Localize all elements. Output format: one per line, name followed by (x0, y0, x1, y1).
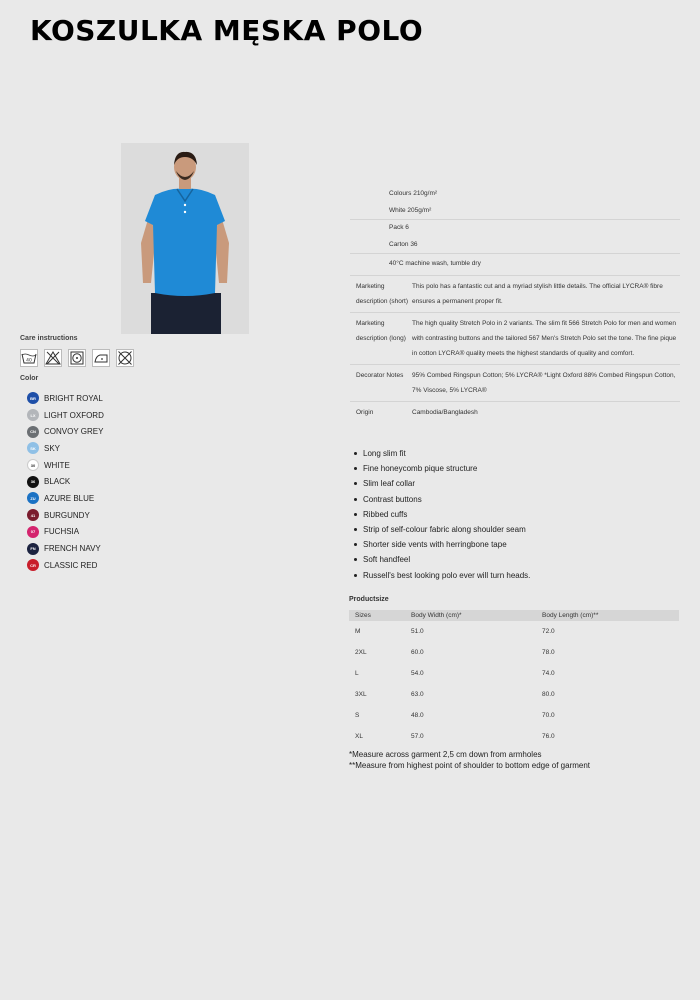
size-cell: L (355, 670, 359, 677)
color-name: AZURE BLUE (44, 493, 95, 503)
spec-row (350, 313, 680, 365)
product-photo (121, 143, 249, 334)
do-not-bleach-icon (44, 349, 62, 367)
color-swatch: SK (27, 442, 39, 454)
color-swatch: 36 (27, 476, 39, 488)
spec-weights (350, 186, 680, 220)
spec-value: Cambodia/Bangladesh (412, 408, 478, 416)
size-cell: 2XL (355, 649, 367, 656)
color-item (27, 457, 104, 474)
spec-care (350, 254, 680, 276)
length-cell: 80.0 (542, 691, 555, 698)
spec-key: Marketing description (long) (356, 319, 406, 342)
svg-text:40: 40 (26, 358, 32, 364)
color-swatch: LX (27, 409, 39, 421)
color-swatch: CR (27, 559, 39, 571)
color-name: WHITE (44, 460, 70, 470)
color-label: Color (20, 375, 39, 382)
spec-row (350, 402, 680, 423)
feature-item: Ribbed cuffs (352, 507, 530, 522)
iron-icon (92, 349, 110, 367)
length-cell: 74.0 (542, 670, 555, 677)
length-cell: 76.0 (542, 733, 555, 740)
color-name: BRIGHT ROYAL (44, 393, 103, 403)
length-cell: 78.0 (542, 649, 555, 656)
feature-list (352, 446, 530, 583)
table-row (349, 705, 679, 726)
care-icons-row (20, 349, 134, 367)
length-cell: 72.0 (542, 628, 555, 635)
color-item (27, 540, 104, 557)
table-row (349, 663, 679, 684)
spec-pack: Pack 6 (389, 224, 409, 231)
table-row (349, 642, 679, 663)
footnote-length: **Measure from highest point of shoulder to bottom edge of garment (349, 761, 591, 770)
width-cell: 54.0 (411, 670, 424, 677)
color-item (27, 473, 104, 490)
color-name: CONVOY GREY (44, 427, 104, 437)
color-list (27, 390, 104, 574)
size-cell: XL (355, 733, 363, 740)
table-row (349, 726, 679, 747)
table-row (349, 621, 679, 642)
color-item (27, 407, 104, 424)
width-cell: 51.0 (411, 628, 424, 635)
spec-care-text: 40°C machine wash, tumble dry (389, 260, 481, 267)
spec-value: The high quality Stretch Polo in 2 variants. The slim fit 566 Stretch Polo for men and women with contrasting buttons and the tailored 567 Men's Stretch Polo set the tone. The fine pique in cotton LYCRA® quality meets the highest standards of quality and comfort. (412, 319, 677, 357)
length-cell: 70.0 (542, 712, 555, 719)
feature-item: Slim leaf collar (352, 476, 530, 491)
color-name: CLASSIC RED (44, 560, 98, 570)
color-name: FRENCH NAVY (44, 544, 101, 554)
size-cell: 3XL (355, 691, 367, 698)
wash-40-icon (20, 349, 38, 367)
color-name: SKY (44, 443, 61, 453)
color-item (27, 423, 104, 440)
spec-carton: Carton 36 (389, 240, 418, 248)
color-swatch: CN (27, 426, 39, 438)
color-swatch: FN (27, 543, 39, 555)
width-cell: 60.0 (411, 649, 424, 656)
width-cell: 63.0 (411, 691, 424, 698)
footnote-width: *Measure across garment 2,5 cm down from armholes (349, 750, 542, 759)
feature-item: Contrast buttons (352, 492, 530, 507)
tumble-dry-icon (68, 349, 86, 367)
size-table (349, 610, 679, 747)
color-swatch: 30 (27, 459, 39, 471)
header-body-length: Body Length (cm)** (542, 612, 599, 619)
spec-packaging (350, 220, 680, 254)
color-swatch: ZU (27, 492, 39, 504)
table-row (349, 684, 679, 705)
color-item (27, 557, 104, 574)
color-item (27, 507, 104, 524)
color-name: FUCHSIA (44, 527, 80, 537)
color-name: BLACK (44, 477, 71, 487)
feature-item: Soft handfeel (352, 552, 530, 567)
spec-row (350, 276, 680, 313)
care-instructions-label: Care instructions (20, 335, 78, 342)
spec-value: This polo has a fantastic cut and a myriad stylish little details. The official LYCRA® fibre ensures a permanent proper fit. (412, 282, 663, 305)
spec-weight-white: White 205g/m² (389, 206, 432, 214)
color-swatch: 07 (27, 526, 39, 538)
spec-row (350, 365, 680, 402)
color-item (27, 490, 104, 507)
color-swatch: 41 (27, 509, 39, 521)
feature-item: Strip of self-colour fabric along shoulder seam (352, 522, 530, 537)
color-name: LIGHT OXFORD (44, 410, 104, 420)
color-item (27, 390, 104, 407)
spec-key: Marketing description (short) (356, 282, 409, 305)
color-item (27, 524, 104, 541)
size-cell: S (355, 712, 360, 719)
spec-key: Decorator Notes (356, 371, 404, 379)
color-name: BURGUNDY (44, 510, 90, 520)
color-swatch: BR (27, 392, 39, 404)
size-cell: M (355, 628, 361, 635)
width-cell: 48.0 (411, 712, 424, 719)
feature-item: Russell's best looking polo ever will turn heads. (352, 568, 530, 583)
header-sizes: Sizes (355, 612, 371, 619)
spec-value: 95% Combed Ringspun Cotton; 5% LYCRA® *Light Oxford 88% Combed Ringspun Cotton, 7% Viscose, 5% LYCRA® (412, 371, 676, 394)
color-item (27, 440, 104, 457)
spec-weight-colours: Colours 210g/m² (389, 190, 438, 197)
feature-item: Shorter side vents with herringbone tape (352, 537, 530, 552)
spec-key: Origin (356, 408, 374, 416)
header-body-width: Body Width (cm)* (411, 612, 462, 619)
feature-item: Long slim fit (352, 446, 530, 461)
page-title: KOSZULKA MĘSKA POLO (30, 14, 424, 47)
productsize-label: Productsize (349, 596, 389, 603)
size-table-header (349, 610, 679, 621)
spec-table (350, 186, 680, 423)
do-not-dry-clean-icon (116, 349, 134, 367)
width-cell: 57.0 (411, 733, 424, 740)
feature-item: Fine honeycomb pique structure (352, 461, 530, 476)
